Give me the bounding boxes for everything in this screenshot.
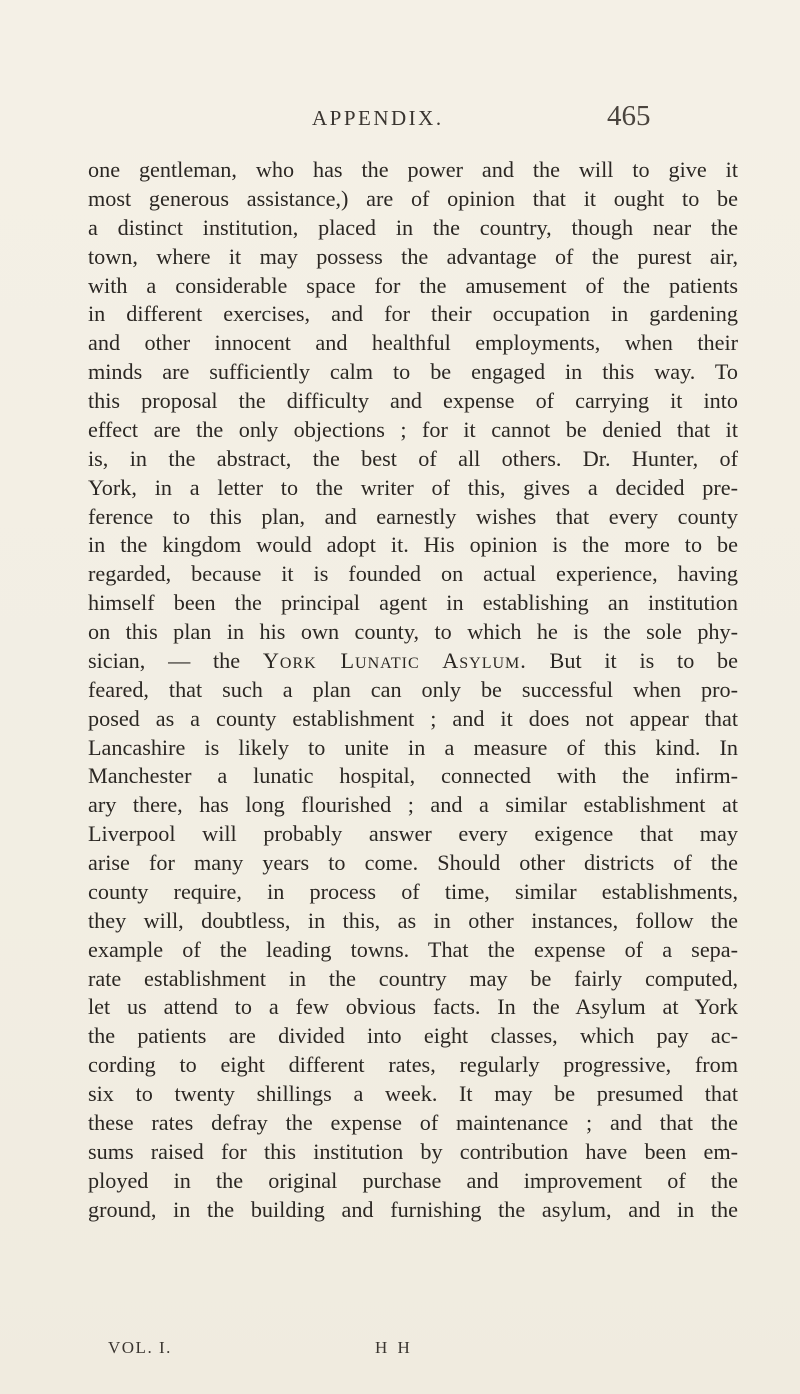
volume-signature: VOL. I.	[108, 1338, 172, 1357]
text-line: arise for many years to come. Should other districts of the	[88, 850, 738, 875]
text-line: county require, in process of time, similar establishments,	[88, 878, 738, 904]
text-line: Lancashire is likely to unite in a measure of this kind. In	[88, 734, 738, 760]
text-line: cording to eight different rates, regularly progressive, from	[88, 1052, 738, 1078]
text-line: regarded, because it is founded on actual experience, having	[88, 561, 738, 587]
asylum-name: York Lunatic Asylum.	[262, 647, 527, 673]
text-line: ference to this plan, and earnestly wishes that every county	[88, 503, 738, 529]
text-line: sums raised for this institution by contribution have been em-	[88, 1138, 738, 1164]
text-line-end: But it is to be	[526, 647, 739, 673]
text-line: himself been the principal agent in establishing an institution	[88, 590, 738, 616]
text-line: example of the leading towns. That the expense of a sepa-	[88, 936, 738, 962]
text-line: ground, in the building and furnishing the asylum, and in the	[88, 1196, 738, 1222]
text-line: effect are the only objections ; for it cannot be denied that it	[88, 416, 738, 442]
text-line: in the kingdom would adopt it. His opinion is the more to be	[88, 532, 738, 558]
text-line: is, in the abstract, the best of all others. Dr. Hunter, of	[88, 445, 738, 471]
text-line: York, in a letter to the writer of this, gives a decided pre-	[88, 474, 738, 500]
text-line: rate establishment in the country may be fairly computed,	[88, 965, 738, 991]
text-line: Liverpool will probably answer every exigence that may	[88, 821, 738, 847]
text-line: let us attend to a few obvious facts. In the Asylum at York	[88, 994, 738, 1020]
text-line: posed as a county establishment ; and it does not appear that	[88, 705, 738, 731]
text-line: most generous assistance,) are of opinion that it ought to be	[88, 185, 738, 211]
text-line: one gentleman, who has the power and the will to give it	[88, 157, 738, 182]
text-line: six to twenty shillings a week. It may be presumed that	[88, 1081, 738, 1106]
text-line: and other innocent and healthful employments, when their	[88, 330, 738, 356]
text-line: feared, that such a plan can only be successful when pro-	[88, 676, 738, 702]
text-line-york-asylum	[88, 647, 738, 676]
running-head: APPENDIX.	[312, 106, 444, 130]
text-line: the patients are divided into eight classes, which pay ac-	[88, 1023, 738, 1049]
text-line-start: sician, — the	[88, 647, 263, 673]
text-line: a distinct institution, placed in the country, though near the	[88, 214, 738, 240]
text-line: on this plan in his own county, to which he is the sole phy-	[88, 619, 738, 644]
text-line: they will, doubtless, in this, as in other instances, follow the	[88, 907, 738, 933]
text-line: with a considerable space for the amusement of the patients	[88, 272, 738, 298]
text-line: ary there, has long flourished ; and a similar establishment at	[88, 792, 738, 818]
page-number: 465	[607, 100, 651, 132]
text-line: minds are sufficiently calm to be engaged in this way. To	[88, 359, 738, 385]
body-text	[88, 156, 738, 1224]
text-line: in different exercises, and for their occupation in gardening	[88, 301, 738, 327]
text-line: ployed in the original purchase and improvement of the	[88, 1167, 738, 1193]
page-header	[0, 100, 800, 140]
text-line: this proposal the difficulty and expense of carrying it into	[88, 388, 738, 413]
page-footer	[0, 1338, 800, 1362]
text-line: town, where it may possess the advantage of the purest air,	[88, 243, 738, 269]
text-line: these rates defray the expense of maintenance ; and that the	[88, 1109, 738, 1135]
gathering-signature: H H	[375, 1338, 413, 1357]
text-line: Manchester a lunatic hospital, connected with the infirm-	[88, 763, 738, 789]
